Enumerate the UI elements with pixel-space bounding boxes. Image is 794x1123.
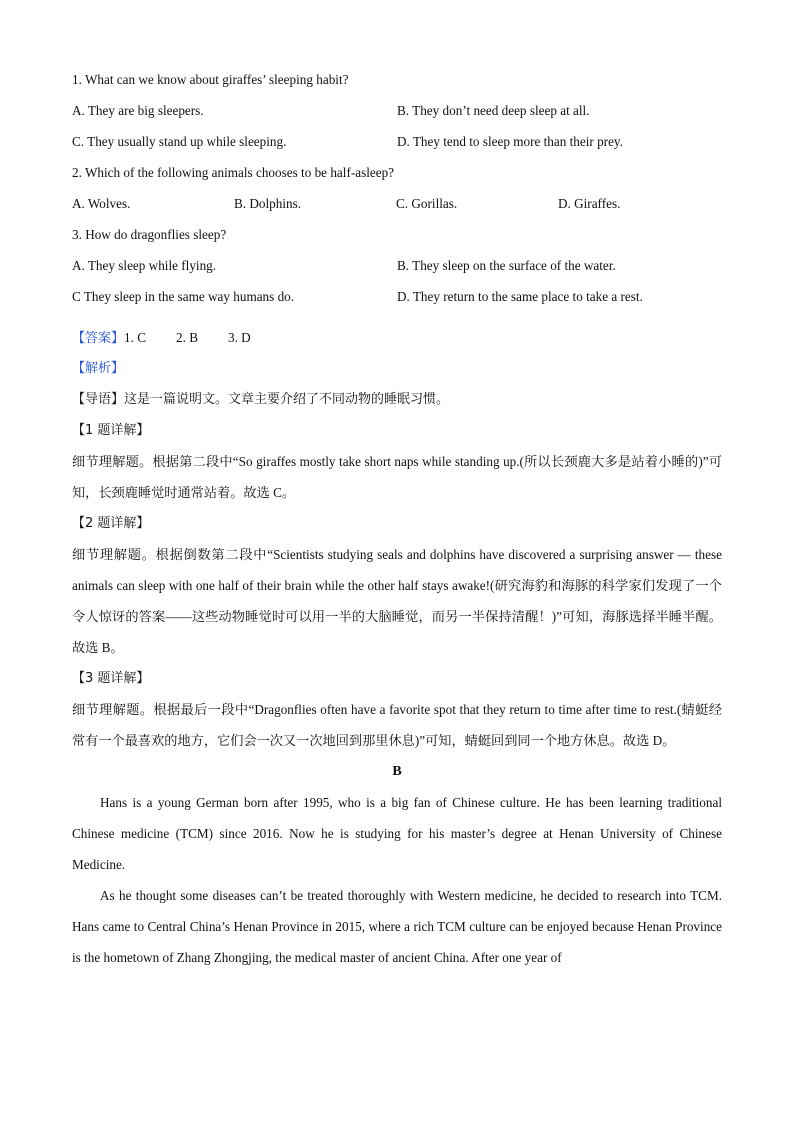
detail-3-text: 细节理解题。根据最后一段中“Dragonflies often have a favorite spot that they return to time after time to rest.(蜻蜓经常有一个最喜欢的地方，它们会一次又一次地回到那里休息)”可知，蜻蜓回到同一个地方休息。故选 D。 bbox=[72, 702, 722, 748]
answer-item-3: 3. D bbox=[227, 330, 251, 345]
question-3-option-c: C They sleep in the same way humans do. bbox=[72, 289, 295, 304]
question-3-options-row-2 bbox=[72, 281, 722, 312]
question-2-options-row bbox=[72, 188, 722, 219]
analysis-tag: 【解析】 bbox=[72, 361, 125, 376]
detail-2-text: 细节理解题。根据倒数第二段中“Scientists studying seals and dolphins have discovered a surprising answer — these animals can sleep with one half of their brain while the other half stays awake!(研究海豹和海豚的科学家们发现了一个令人惊讶的答案——这些动物睡觉时可以用一半的大脑睡觉，而另一半保持清醒！)”可知，海豚选择半睡半醒。故选 B。 bbox=[72, 547, 722, 655]
detail-3-heading: 【3 题详解】 bbox=[72, 671, 150, 686]
guide-tag: 【导语】 bbox=[72, 392, 125, 407]
question-1-option-c: C. They usually stand up while sleeping. bbox=[72, 134, 287, 149]
question-2-option-b: B. Dolphins. bbox=[234, 196, 302, 211]
answer-item-2: 2. B bbox=[176, 330, 198, 345]
question-3-option-b: B. They sleep on the surface of the water. bbox=[397, 258, 616, 273]
detail-1-heading: 【1 题详解】 bbox=[72, 423, 150, 438]
guide-line bbox=[72, 384, 722, 415]
document-page bbox=[72, 64, 722, 973]
question-3-options-row-1 bbox=[72, 250, 722, 281]
question-3-option-d: D. They return to the same place to take a rest. bbox=[397, 289, 643, 304]
question-1-options-row-1 bbox=[72, 95, 722, 126]
question-1-option-d: D. They tend to sleep more than their prey. bbox=[397, 134, 623, 149]
question-2-option-d: D. Giraffes. bbox=[558, 196, 621, 211]
answer-line bbox=[72, 322, 722, 353]
analysis-heading bbox=[72, 353, 722, 384]
guide-text: 这是一篇说明文。文章主要介绍了不同动物的睡眠习惯。 bbox=[124, 392, 450, 407]
question-1-option-b: B. They don’t need deep sleep at all. bbox=[397, 103, 590, 118]
question-2-option-a: A. Wolves. bbox=[72, 196, 131, 211]
answer-item-1: 1. C bbox=[124, 330, 146, 345]
question-3-option-a: A. They sleep while flying. bbox=[72, 258, 217, 273]
detail-2-heading: 【2 题详解】 bbox=[72, 516, 150, 531]
section-b-paragraph-2: As he thought some diseases can’t be treated thoroughly with Western medicine, he decided to research into TCM. Hans came to Central China’s Henan Province in 2015, where a rich TCM culture can be enjoyed because Henan Province is the hometown of Zhang Zhongjing, the medical master of ancient China. After one year of bbox=[72, 888, 722, 965]
detail-1-text: 细节理解题。根据第二段中“So giraffes mostly take short naps while standing up.(所以长颈鹿大多是站着小睡的)”可知，长颈鹿睡觉时通常站着。故选 C。 bbox=[72, 454, 722, 500]
section-b-title: B bbox=[392, 764, 402, 779]
question-2-stem: 2. Which of the following animals chooses to be half-asleep? bbox=[72, 165, 395, 180]
question-3-stem: 3. How do dragonflies sleep? bbox=[72, 227, 227, 242]
question-1-option-a: A. They are big sleepers. bbox=[72, 103, 204, 118]
question-1-options-row-2 bbox=[72, 126, 722, 157]
question-2-option-c: C. Gorillas. bbox=[396, 196, 458, 211]
question-1-stem: 1. What can we know about giraffes’ sleeping habit? bbox=[72, 72, 349, 87]
section-b-paragraph-1: Hans is a young German born after 1995, who is a big fan of Chinese culture. He has been learning traditional Chinese medicine (TCM) since 2016. Now he is studying for his master’s degree at Henan University of Chinese Medicine. bbox=[72, 795, 722, 872]
answer-tag: 【答案】 bbox=[72, 331, 125, 346]
